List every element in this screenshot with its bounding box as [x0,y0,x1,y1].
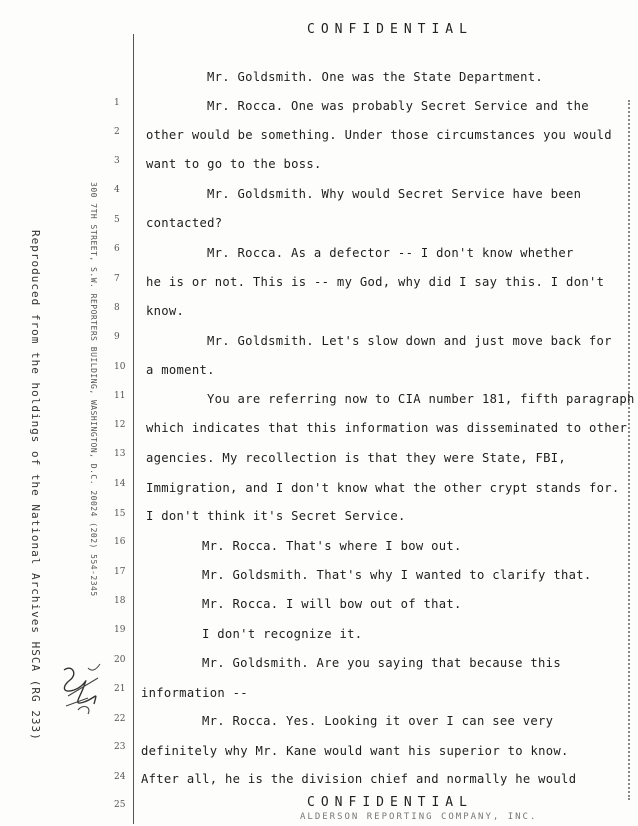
footer-confidential: CONFIDENTIAL [307,795,473,810]
line-number: 20 [114,655,126,665]
transcript-line: I don't think it's Secret Service. [146,509,406,523]
transcript-line: want to go to the boss. [146,157,322,171]
transcript-line: Mr. Rocca. One was probably Secret Service and the [207,99,589,113]
transcript-line: Mr. Goldsmith. Let's slow down and just move back for [207,334,612,348]
line-number: 2 [114,127,120,137]
transcript-line: other would be something. Under those circumstances you would [146,128,612,142]
line-number: 9 [114,332,120,342]
transcript-line: Mr. Rocca. As a defector -- I don't know whether [207,246,574,260]
header-confidential: CONFIDENTIAL [307,22,473,37]
page-edge-shadow [628,100,636,800]
transcript-line: After all, he is the division chief and normally he would [141,772,577,786]
transcript-line: Mr. Goldsmith. One was the State Department. [207,70,544,84]
line-number: 11 [114,391,126,401]
transcript-line: know. [146,304,185,318]
transcript-line: Mr. Goldsmith. Why would Secret Service have been [207,187,582,201]
transcript-line: Mr. Goldsmith. That's why I wanted to clarify that. [202,568,592,582]
reporter-stamp: ALDERSON REPORTING COMPANY, INC. [300,812,538,822]
handwritten-mark [58,660,108,720]
line-number: 10 [114,362,126,372]
line-number: 19 [114,625,126,635]
transcript-line: agencies. My recollection is that they were State, FBI, [146,451,567,465]
line-number: 8 [114,303,120,313]
transcript-line: information -- [141,686,248,700]
line-number: 1 [114,98,120,108]
transcript-line: which indicates that this information was disseminated to other [146,421,628,435]
line-number: 23 [114,742,126,752]
line-number: 6 [114,244,120,254]
address-note: 300 7TH STREET, S.W. REPORTERS BUILDING, WASHINGTON, D.C. 20024 (202) 554-2345 [89,182,98,597]
line-number: 18 [114,596,126,606]
line-number: 25 [114,800,126,810]
line-number: 12 [114,420,126,430]
transcript-line: contacted? [146,216,223,230]
line-number: 16 [114,537,126,547]
transcript-line: definitely why Mr. Kane would want his superior to know. [141,744,569,758]
line-number: 5 [114,215,120,225]
transcript-line: Immigration, and I don't know what the other crypt stands for. [146,481,620,495]
line-number: 4 [114,185,120,195]
line-number: 17 [114,567,126,577]
line-number: 21 [114,684,126,694]
line-number: 14 [114,479,126,489]
line-number: 22 [114,714,126,724]
transcript-line: he is or not. This is -- my God, why did I say this. I don't [146,275,605,289]
transcript-line: a moment. [146,363,215,377]
transcript-line: Mr. Goldsmith. Are you saying that because this [202,656,561,670]
line-number: 15 [114,509,126,519]
transcript-line: Mr. Rocca. That's where I bow out. [202,539,462,553]
transcript-line: I don't recognize it. [202,627,363,641]
transcript-line: Mr. Rocca. Yes. Looking it over I can see very [202,714,554,728]
line-number: 7 [114,274,120,284]
margin-rule [133,34,134,824]
archive-note: Reproduced from the holdings of the National Archives HSCA (RG 233) [29,230,42,741]
line-number: 13 [114,449,126,459]
line-number: 24 [114,772,126,782]
transcript-line: Mr. Rocca. I will bow out of that. [202,597,462,611]
transcript-line: You are referring now to CIA number 181, fifth paragraph [207,392,635,406]
line-number: 3 [114,156,120,166]
